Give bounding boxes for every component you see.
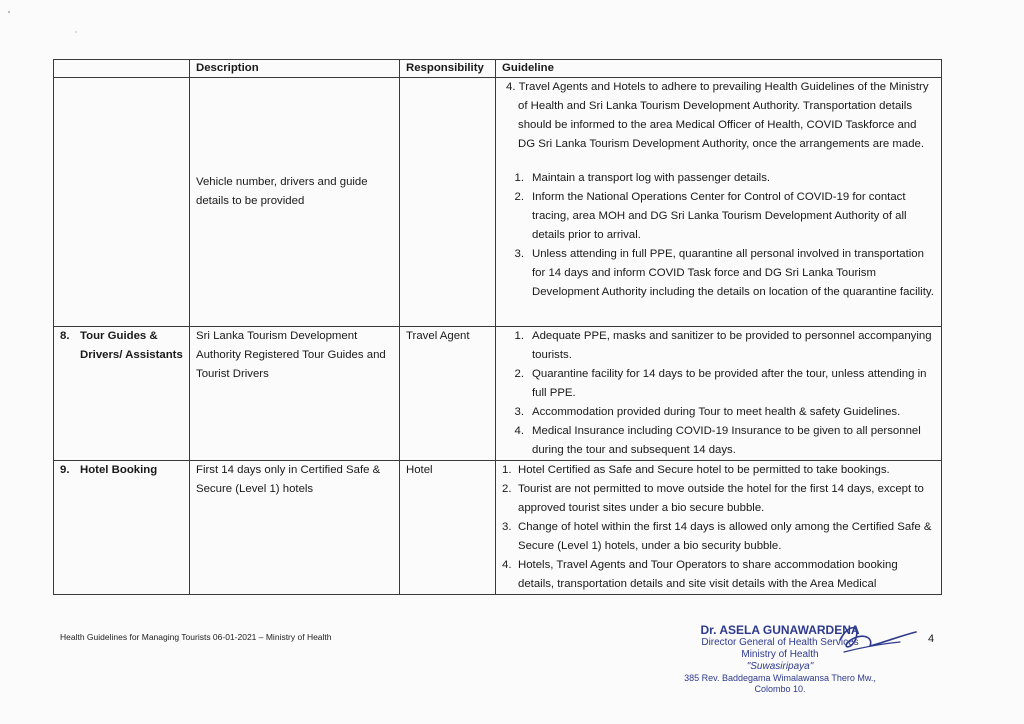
list-item-number: 2. [502,483,512,495]
list-item [502,556,935,594]
responsibility-cell: Travel Agent [400,327,496,461]
section-cell [54,327,190,461]
list-item-text: Tourist are not permitted to move outside the hotel for the first 14 days, except to approved tourist sites under a bio secure bubble. [518,483,924,514]
stamp-ministry: Ministry of Health [741,649,819,660]
list-item-text: Unless attending in full PPE, quarantine all personal involved in transportation for 14 days and inform COVID Task force and DG Sri Lanka Tourism Development Authority including the details on location of the quarantine facility. [532,248,934,298]
description-text: Vehicle number, drivers and guide details to be provided [196,176,368,207]
guidelines-table [53,59,942,595]
list-item-number: 4. [502,559,512,571]
list-item-text: Medical Insurance including COVID-19 Insurance to be given to all personnel during the tour and subsequent 14 days. [532,425,921,456]
table-row-section-9 [54,461,942,595]
section-title-text: Hotel Booking [80,464,158,476]
description-cell: Sri Lanka Tourism Development Authority Registered Tour Guides and Tourist Drivers [190,327,400,461]
list-item-number: 3. [502,521,512,533]
list-item-number: 3. [514,248,524,260]
list-item [502,245,935,302]
list-item-number: 4. [514,425,524,437]
footer-text: Health Guidelines for Managing Tourists 06-01-2021 – Ministry of Health [60,632,332,642]
responsibility-cell-empty [400,78,496,327]
header-responsibility: Responsibility [400,60,496,78]
list-item-text: Change of hotel within the first 14 days is allowed only among the Certified Safe & Secure (Level 1) hotels, under a bio security bubble. [518,521,932,552]
guideline-list [502,169,935,302]
section-title-text: Tour Guides & Drivers/ Assistants [80,330,183,361]
description-cell: First 14 days only in Certified Safe & Secure (Level 1) hotels [190,461,400,595]
guideline-cell [496,327,942,461]
section-number: 9. [60,464,70,476]
section-number: 8. [60,330,70,342]
table-header-row [54,60,942,78]
list-item-text: Hotel Certified as Safe and Secure hotel to be permitted to take bookings. [518,464,890,476]
guideline-note-number: 4. [506,81,516,93]
list-item-number: 1. [514,330,524,342]
list-item-text: Maintain a transport log with passenger details. [532,172,771,184]
header-section [54,60,190,78]
stamp-address: 385 Rev. Baddegama Wimalawansa Thero Mw., [684,673,876,683]
list-item-text: Quarantine facility for 14 days to be provided after the tour, unless attending in full PPE. [532,368,927,399]
table-row-transport [54,78,942,327]
scan-specks [0,0,120,40]
signature [830,618,920,663]
guideline-list [502,461,935,594]
list-item-text: Hotels, Travel Agents and Tour Operators to share accommodation booking details, transportation details and site visit details with the Area Medical [518,559,898,590]
list-item [502,461,935,480]
list-item [502,480,935,518]
section-cell-empty [54,78,190,327]
header-guideline: Guideline [496,60,942,78]
header-description: Description [190,60,400,78]
list-item-number: 2. [514,368,524,380]
page-number: 4 [928,633,935,645]
list-item-text: Inform the National Operations Center for Control of COVID-19 for contact tracing, area MOH and DG Sri Lanka Tourism Development Authority of all details prior to arrival. [532,191,907,241]
list-item-number: 2. [514,191,524,203]
list-item-number: 1. [502,464,512,476]
list-item-text: Adequate PPE, masks and sanitizer to be provided to personnel accompanying tourists. [532,330,932,361]
section-cell [54,461,190,595]
stamp-name: Dr. ASELA GUNAWARDENA [700,623,860,637]
table-row-section-8 [54,327,942,461]
list-item-number: 3. [514,406,524,418]
list-item-number: 1. [514,172,524,184]
list-item [502,403,935,422]
section-title [60,327,183,365]
guideline-list [502,327,935,460]
guideline-note-text: Travel Agents and Hotels to adhere to prevailing Health Guidelines of the Ministry of Health and Sri Lanka Tourism Development Authority. Transportation details should be informed to the area Medical Officer of Health, COVID Taskforce and DG Sri Lanka Tourism Development Authority, once the arrangements are made. [518,81,929,150]
responsibility-cell: Hotel [400,461,496,595]
guideline-cell [496,461,942,595]
list-item [502,188,935,245]
list-item [502,365,935,403]
stamp-city: Colombo 10. [754,684,806,694]
list-item [502,518,935,556]
guideline-cell [496,78,942,327]
description-cell [190,78,400,327]
list-item [502,422,935,460]
stamp-title: Director General of Health Services [701,637,859,648]
guideline-note [502,78,935,154]
list-item-text: Accommodation provided during Tour to meet health & safety Guidelines. [532,406,901,418]
list-item [502,169,935,188]
list-item [502,327,935,365]
section-title [60,461,183,480]
stamp-building: "Suwasiripaya" [746,661,814,672]
